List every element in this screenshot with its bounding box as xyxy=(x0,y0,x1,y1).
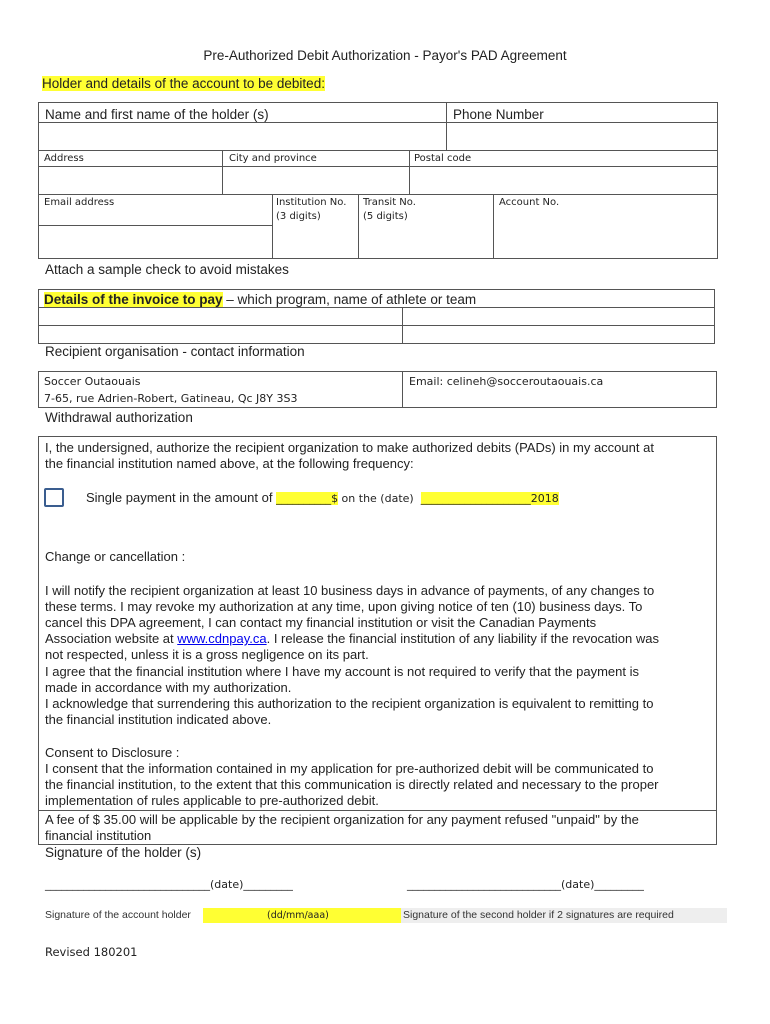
second-holder-signature-label: Signature of the second holder if 2 signatures are required xyxy=(403,909,674,921)
institution-no-label: Institution No. xyxy=(276,197,347,208)
city-province-label: City and province xyxy=(229,153,317,164)
holder-signature-label: Signature of the account holder xyxy=(45,909,191,921)
account-no-label: Account No. xyxy=(499,197,560,208)
recipient-org-name: Soccer Outaouais xyxy=(44,375,141,388)
payment-date-field[interactable]: ____________________2018 xyxy=(420,492,559,505)
holder-signature-line[interactable]: ______________________________(date)_________ xyxy=(45,878,293,891)
change-text-line-3: cancel this DPA agreement, I can contact my financial institution or visit the Canadian Payments xyxy=(45,615,597,630)
holder-section-heading: Holder and details of the account to be debited: xyxy=(42,76,325,91)
withdrawal-heading: Withdrawal authorization xyxy=(45,410,193,425)
authorization-intro-line-1: I, the undersigned, authorize the recipient organization to make authorized debits (PADs) in my account at xyxy=(45,440,654,455)
consent-text-line-2: the financial institution, to the extent that this communication is directly related and necessary to the proper xyxy=(45,777,659,792)
change-text-line-9: the financial institution indicated above. xyxy=(45,712,272,727)
invoice-section-heading-rest: – which program, name of athlete or team xyxy=(222,292,477,307)
institution-digits-label: (3 digits) xyxy=(276,211,321,222)
recipient-email: celineh@socceroutaouais.ca xyxy=(446,375,604,388)
on-the-date-label: on the (date) xyxy=(338,492,418,505)
change-text-line-2: these terms. I may revoke my authorization at any time, upon giving notice of ten (10) business days. To xyxy=(45,599,643,614)
consent-text-line-3: implementation of rules applicable to pre-authorized debit. xyxy=(45,793,379,808)
change-cancellation-heading: Change or cancellation : xyxy=(45,549,186,564)
invoice-section-heading: Details of the invoice to pay xyxy=(44,292,223,307)
second-holder-signature-line[interactable]: ____________________________(date)_________ xyxy=(407,878,644,891)
change-text-line-4: Association website at xyxy=(45,631,178,646)
change-text-line-4-rest: . I release the financial institution of any liability if the revocation was xyxy=(266,631,659,646)
recipient-section-heading: Recipient organisation - contact information xyxy=(45,344,305,359)
fee-text-line-1: A fee of $ 35.00 will be applicable by the recipient organization for any payment refused "unpaid" by the xyxy=(45,812,639,827)
change-text-line-1: I will notify the recipient organization at least 10 business days in advance of payments, of any changes to xyxy=(45,583,655,598)
change-text-line-6: I agree that the financial institution where I have my account is not required to verify that the payment is xyxy=(45,664,639,679)
recipient-email-label: Email: xyxy=(409,375,447,388)
holder-name-label: Name and first name of the holder (s) xyxy=(45,107,269,122)
authorization-intro-line-2: the financial institution named above, at the following frequency: xyxy=(45,456,414,471)
page-title: Pre-Authorized Debit Authorization - Payor's PAD Agreement xyxy=(203,48,567,63)
sample-check-note: Attach a sample check to avoid mistakes xyxy=(45,262,289,277)
single-payment-checkbox[interactable] xyxy=(44,488,64,507)
single-payment-label: Single payment in the amount of xyxy=(86,490,277,505)
amount-field[interactable]: __________$ xyxy=(276,492,339,505)
consent-heading: Consent to Disclosure : xyxy=(45,745,180,760)
revision-label: Revised 180201 xyxy=(45,945,138,959)
change-text-line-7: made in accordance with my authorization. xyxy=(45,680,292,695)
cdnpay-link[interactable]: www.cdnpay.ca xyxy=(177,631,267,646)
phone-label: Phone Number xyxy=(453,107,544,122)
consent-text-line-1: I consent that the information contained in my application for pre-authorized debit will be communicated to xyxy=(45,761,654,776)
date-format-label: (dd/mm/aaa) xyxy=(267,910,329,921)
signature-heading: Signature of the holder (s) xyxy=(45,845,202,860)
change-text-line-8: I acknowledge that surrendering this authorization to the recipient organization is equivalent to remitting to xyxy=(45,696,654,711)
fee-text-line-2: financial institution xyxy=(45,828,152,843)
transit-digits-label: (5 digits) xyxy=(363,211,408,222)
change-text-line-5: not respected, unless it is a gross negligence on its part. xyxy=(45,647,369,662)
recipient-org-address: 7-65, rue Adrien-Robert, Gatineau, Qc J8Y 3S3 xyxy=(44,392,298,405)
address-label: Address xyxy=(44,153,84,164)
transit-no-label: Transit No. xyxy=(363,197,416,208)
email-address-label: Email address xyxy=(44,197,115,208)
postal-code-label: Postal code xyxy=(414,153,472,164)
